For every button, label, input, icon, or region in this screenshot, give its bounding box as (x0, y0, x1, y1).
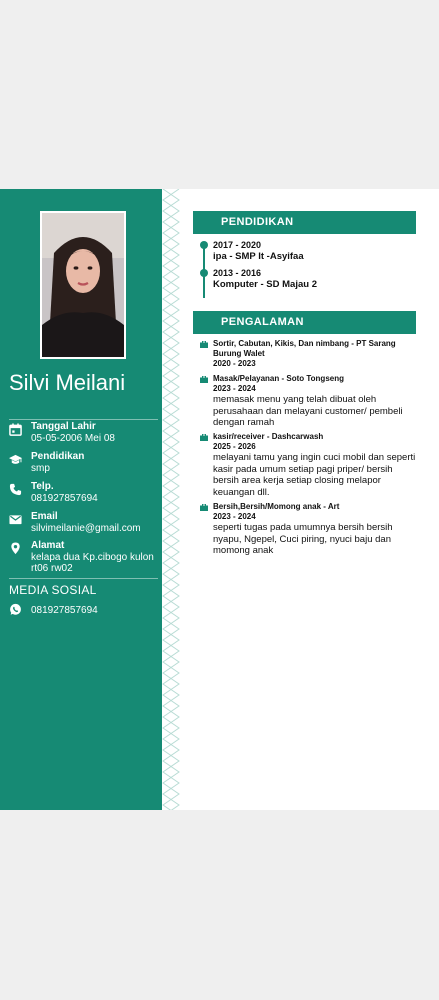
education-heading: PENDIDIKAN (193, 211, 416, 234)
briefcase-icon (200, 376, 208, 383)
profile-photo (42, 213, 124, 357)
cv-document (0, 189, 439, 810)
experience-title: Bersih,Bersih/Momong anak - Art (213, 502, 340, 511)
education-value: smp (31, 463, 50, 474)
birth-date-label: Tanggal Lahir (31, 421, 96, 432)
briefcase-icon (200, 504, 208, 511)
phone-value: 081927857694 (31, 493, 98, 504)
divider (9, 419, 158, 420)
education-years: 2013 - 2016 (213, 268, 262, 278)
email-icon (9, 513, 22, 526)
email-block (9, 511, 161, 539)
profile-photo-frame (40, 211, 126, 359)
experience-item (200, 374, 416, 429)
education-block (9, 451, 161, 479)
social-media-title: MEDIA SOSIAL (9, 583, 97, 597)
whatsapp-icon (9, 603, 22, 616)
experience-heading: PENGALAMAN (193, 311, 416, 334)
education-label: Pendidikan (31, 451, 85, 462)
location-pin-icon (9, 542, 22, 555)
experience-item (200, 432, 416, 498)
divider (9, 578, 158, 579)
timeline-dot (200, 269, 208, 277)
education-detail: Komputer - SD Majau 2 (213, 279, 317, 290)
birth-date-value: 05-05-2006 Mei 08 (31, 433, 115, 444)
experience-item (200, 502, 416, 557)
education-item (213, 268, 418, 290)
education-item (213, 240, 418, 262)
experience-period: 2020 - 2023 (213, 359, 256, 368)
address-block (9, 540, 161, 576)
whatsapp-number: 081927857694 (31, 605, 98, 616)
experience-title: Sortir, Cabutan, Kikis, Dan nimbang - PT Sarang Burung Walet (213, 339, 396, 358)
phone-block (9, 481, 161, 509)
experience-period: 2023 - 2024 (213, 384, 256, 393)
address-label: Alamat (31, 540, 65, 551)
education-years: 2017 - 2020 (213, 240, 262, 250)
briefcase-icon (200, 341, 208, 348)
experience-description: memasak menu yang telah dibuat oleh perusahaan dan melayani customer/ pembeli dengan ramah (213, 394, 403, 428)
email-value: silvimeilanie@gmail.com (31, 523, 141, 534)
graduation-cap-icon (9, 453, 22, 466)
whatsapp-contact (9, 602, 149, 618)
experience-period: 2023 - 2024 (213, 512, 256, 521)
zigzag-divider (162, 189, 180, 810)
calendar-icon (9, 423, 22, 436)
briefcase-icon (200, 434, 208, 441)
experience-title: Masak/Pelayanan - Soto Tongseng (213, 374, 344, 383)
education-detail: ipa - SMP It -Asyifaa (213, 251, 304, 262)
experience-title: kasir/receiver - Dashcarwash (213, 432, 324, 441)
experience-description: melayani tamu yang ingin cuci mobil dan seperti kasir pada umum setiap pagi priper/ bersih bersih area kerja setiap closing melapor keuangan dll. (213, 452, 416, 498)
sidebar (0, 189, 162, 810)
timeline-dot (200, 241, 208, 249)
full-name: Silvi Meilani (9, 370, 126, 395)
phone-label: Telp. (31, 481, 54, 492)
experience-description: seperti tugas pada umumnya bersih bersih nyapu, Ngepel, Cuci piring, nyuci baju dan momong anak (213, 522, 393, 556)
experience-period: 2025 - 2026 (213, 442, 256, 451)
birth-date-block (9, 421, 161, 449)
address-value: kelapa dua Kp.cibogo kulon rt06 rw02 (31, 552, 154, 574)
experience-item (200, 339, 416, 369)
email-label: Email (31, 511, 58, 522)
phone-icon (9, 483, 22, 496)
